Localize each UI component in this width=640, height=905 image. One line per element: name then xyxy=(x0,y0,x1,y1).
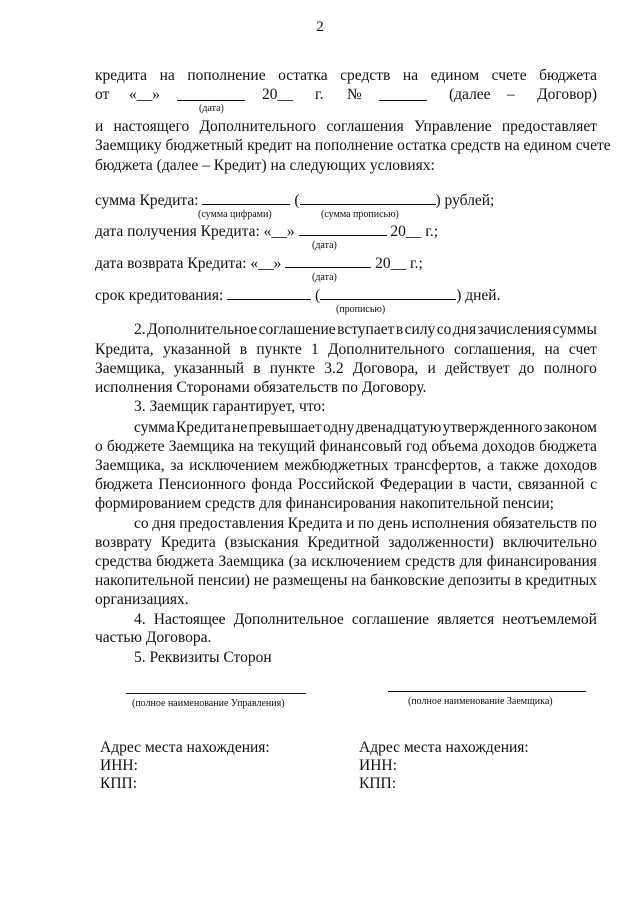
word: связанной xyxy=(517,476,585,493)
return-line xyxy=(95,254,597,273)
word: неотъемлемой xyxy=(502,611,597,628)
word: в xyxy=(458,476,466,493)
word: настоящего xyxy=(113,118,190,135)
word: 3.2 xyxy=(324,360,344,377)
word: Кредитной xyxy=(307,534,380,551)
sum-line xyxy=(95,191,597,210)
word: задолженности) xyxy=(388,534,494,551)
word: Кредита xyxy=(175,419,231,436)
word: части, xyxy=(471,476,513,493)
return-label: дата возврата Кредита: «__» xyxy=(95,255,282,272)
sum-caption-digits: (сумма цифрами) xyxy=(198,209,272,220)
sum-caption-words: (сумма прописью) xyxy=(321,209,399,220)
word: Управление xyxy=(413,118,492,135)
word: со xyxy=(436,321,452,338)
word: № xyxy=(347,86,362,103)
word: 20__ xyxy=(262,86,293,103)
word: день xyxy=(377,515,408,532)
word: для xyxy=(459,553,483,570)
word: (за xyxy=(288,553,307,570)
word: бюджета xyxy=(539,438,597,455)
word: включительно xyxy=(502,534,597,551)
word: утвержденного xyxy=(442,419,543,436)
word: сумма xyxy=(134,419,175,436)
word: действует xyxy=(444,360,510,377)
word: депозиты xyxy=(448,572,511,589)
word: законом xyxy=(543,419,597,436)
word: размещены xyxy=(272,572,348,589)
word: на xyxy=(159,67,175,84)
word: бюджета xyxy=(539,67,597,84)
word: и xyxy=(427,360,436,377)
word: год xyxy=(406,438,428,455)
word: счете xyxy=(491,67,527,84)
word: бюджета xyxy=(95,476,153,493)
word: Кредита, xyxy=(95,341,154,358)
left-kpp-label: КПП: xyxy=(100,775,138,792)
word: силу xyxy=(404,321,436,338)
word: соглашение xyxy=(258,321,336,338)
right-kpp-label: КПП: xyxy=(359,775,397,792)
word: на xyxy=(544,341,560,358)
word: и xyxy=(95,118,104,135)
word: по xyxy=(580,515,597,532)
sum-words-blank xyxy=(300,191,436,205)
word: Федерации xyxy=(379,476,454,493)
left-inn-label: ИНН: xyxy=(100,757,138,774)
word: доходов xyxy=(544,457,597,474)
word: (взыскания xyxy=(224,534,299,551)
return-year: 20__ г.; xyxy=(375,255,423,272)
clause-3-title: 3. Заемщик гарантирует, что: xyxy=(134,398,326,415)
word: Кредита xyxy=(287,515,343,532)
clause-2-line-3 xyxy=(95,359,597,378)
word: финансирования xyxy=(486,553,597,570)
word: 2. xyxy=(134,321,146,338)
word: вступает xyxy=(337,321,395,338)
word: а xyxy=(487,457,495,474)
word: указанной xyxy=(162,341,231,358)
word: пункте xyxy=(256,341,302,358)
word: текущий xyxy=(257,438,316,455)
word: пенсии) xyxy=(197,572,250,589)
word: Российской xyxy=(297,476,375,493)
signature-line-left xyxy=(126,693,306,694)
word: предоставляет xyxy=(501,118,597,135)
sum-unit: ) рублей; xyxy=(435,192,495,209)
word: Договора, xyxy=(352,360,419,377)
word: средств xyxy=(340,67,391,84)
word: до xyxy=(518,360,535,377)
word: от xyxy=(95,86,110,103)
word: на xyxy=(402,67,419,84)
receive-year: 20__ г.; xyxy=(390,223,439,240)
word: является xyxy=(437,611,495,628)
word: пополнение xyxy=(187,67,266,84)
receive-label: дата получения Кредита: «__» xyxy=(95,223,295,240)
clause-3a-line-1 xyxy=(134,418,597,437)
word: Пенсионного xyxy=(158,476,246,493)
clause-2-line-4: исполнения Сторонами обязательств по Договору. xyxy=(95,379,427,396)
word: Дополнительное xyxy=(147,321,258,338)
word: суммы xyxy=(552,321,597,338)
word: исключением xyxy=(189,457,279,474)
word: Заемщика, xyxy=(95,360,165,377)
header-line-5: бюджета (далее – Кредит) на следующих условиях: xyxy=(95,157,435,174)
signature-line-right xyxy=(388,691,586,692)
paren-open: ( xyxy=(315,287,321,304)
header-line-3 xyxy=(95,117,597,136)
word: полного xyxy=(543,360,597,377)
word: бюджете xyxy=(106,438,165,455)
word: средства xyxy=(95,553,152,570)
term-digits-blank xyxy=(227,286,311,300)
word: 1 xyxy=(310,341,319,358)
clause-3a-line-3 xyxy=(95,456,597,475)
word: фонда xyxy=(251,476,293,493)
word: Дополнительного xyxy=(199,118,317,135)
word: Договор) xyxy=(537,86,597,103)
paren-open: ( xyxy=(294,192,300,209)
word: зачисления xyxy=(477,321,552,338)
word: предоставления xyxy=(179,515,285,532)
word: в xyxy=(395,321,404,338)
word: средств xyxy=(404,553,456,570)
page-number: 2 xyxy=(316,19,324,35)
clause-3b-line-1 xyxy=(134,514,597,533)
term-words-blank xyxy=(320,286,456,300)
word: возврату xyxy=(95,534,152,551)
word: бюджета xyxy=(156,553,215,570)
word: банковские xyxy=(370,572,445,589)
word: исключением xyxy=(311,553,401,570)
word: Дополнительного xyxy=(327,341,445,358)
word: дня xyxy=(152,515,176,532)
word: дня xyxy=(452,321,477,338)
word: Настоящее xyxy=(153,611,226,628)
word: указанный xyxy=(173,360,245,377)
word: Заемщика, xyxy=(95,457,165,474)
clause-3a-line-4 xyxy=(95,475,597,494)
signature-caption-right: (полное наименование Заемщика) xyxy=(408,696,553,707)
date-caption: (дата) xyxy=(199,103,224,114)
clause-3b-line-5: организациях. xyxy=(95,591,189,608)
return-date-blank xyxy=(285,254,371,268)
sum-digits-blank xyxy=(202,191,290,205)
word: за xyxy=(170,457,184,474)
word: о xyxy=(95,438,103,455)
word: в xyxy=(239,341,248,358)
word: и xyxy=(346,515,355,532)
right-address-label: Адрес места нахождения: xyxy=(359,739,529,756)
word: Заемщика xyxy=(218,553,285,570)
return-caption: (дата) xyxy=(312,272,337,283)
term-line xyxy=(95,286,597,305)
word: пункте xyxy=(269,360,316,377)
number-blank xyxy=(379,87,427,101)
word: кредитных xyxy=(525,572,597,589)
clause-3a-line-2 xyxy=(95,437,597,456)
word: соглашения xyxy=(326,118,404,135)
clause-3b-line-4 xyxy=(95,571,597,590)
word: соглашения, xyxy=(453,341,536,358)
clause-3b-line-3 xyxy=(95,552,597,571)
right-inn-label: ИНН: xyxy=(359,757,397,774)
receive-line xyxy=(95,222,597,241)
word: финансовый xyxy=(319,438,402,455)
date-blank xyxy=(177,87,245,101)
word: на xyxy=(238,438,254,455)
word: трансфертов, xyxy=(394,457,482,474)
word: кредита xyxy=(95,67,147,84)
term-label: срок кредитования: xyxy=(95,287,224,304)
word: обязательств xyxy=(492,515,578,532)
receive-caption: (дата) xyxy=(312,240,337,251)
word: на xyxy=(351,572,367,589)
word: двенадцатую xyxy=(355,419,442,436)
word: Заемщика xyxy=(168,438,235,455)
clause-4-line-1 xyxy=(134,610,597,629)
term-unit: ) дней. xyxy=(456,287,501,304)
word: в xyxy=(253,360,261,377)
word: объема xyxy=(431,438,479,455)
word: «__» xyxy=(129,86,160,103)
word: накопительной xyxy=(95,572,195,589)
word: едином xyxy=(430,67,480,84)
word: в xyxy=(514,572,522,589)
clause-4-line-2: частью Договора. xyxy=(95,629,212,646)
clause-2-line-1 xyxy=(134,320,597,339)
word: превышает xyxy=(248,419,322,436)
word: счет xyxy=(568,341,597,358)
term-caption: (прописью) xyxy=(336,304,386,315)
word: (далее xyxy=(449,86,491,103)
word: соглашение xyxy=(351,611,430,628)
word: 4. xyxy=(134,611,146,628)
signature-caption-left: (полное наименование Управления) xyxy=(132,698,285,709)
word: одну xyxy=(323,419,355,436)
word: Дополнительное xyxy=(233,611,344,628)
header-line-1 xyxy=(95,66,597,85)
left-address-label: Адрес места нахождения: xyxy=(100,739,270,756)
word: со xyxy=(134,515,149,532)
clause-2-line-2 xyxy=(95,340,597,359)
clause-3a-line-5: формированием средств для финансирования накопительной пенсии; xyxy=(95,495,554,512)
word: также xyxy=(499,457,539,474)
header-line-4: Заемщику бюджетный кредит на пополнение остатка средств на едином счете xyxy=(95,137,611,154)
word: исполнения xyxy=(411,515,490,532)
word: не xyxy=(232,419,248,436)
word: остатка xyxy=(278,67,328,84)
word: – xyxy=(507,86,515,103)
word: по xyxy=(358,515,375,532)
word: с xyxy=(590,476,597,493)
word: доходов xyxy=(482,438,535,455)
clause-3b-line-2 xyxy=(95,533,597,552)
word: не xyxy=(253,572,269,589)
sum-label: сумма Кредита: xyxy=(95,192,199,209)
word: Кредита xyxy=(160,534,216,551)
word: г. xyxy=(315,86,324,103)
clause-5-title: 5. Реквизиты Сторон xyxy=(134,649,272,666)
receive-date-blank xyxy=(299,222,387,236)
word: межбюджетных xyxy=(284,457,389,474)
